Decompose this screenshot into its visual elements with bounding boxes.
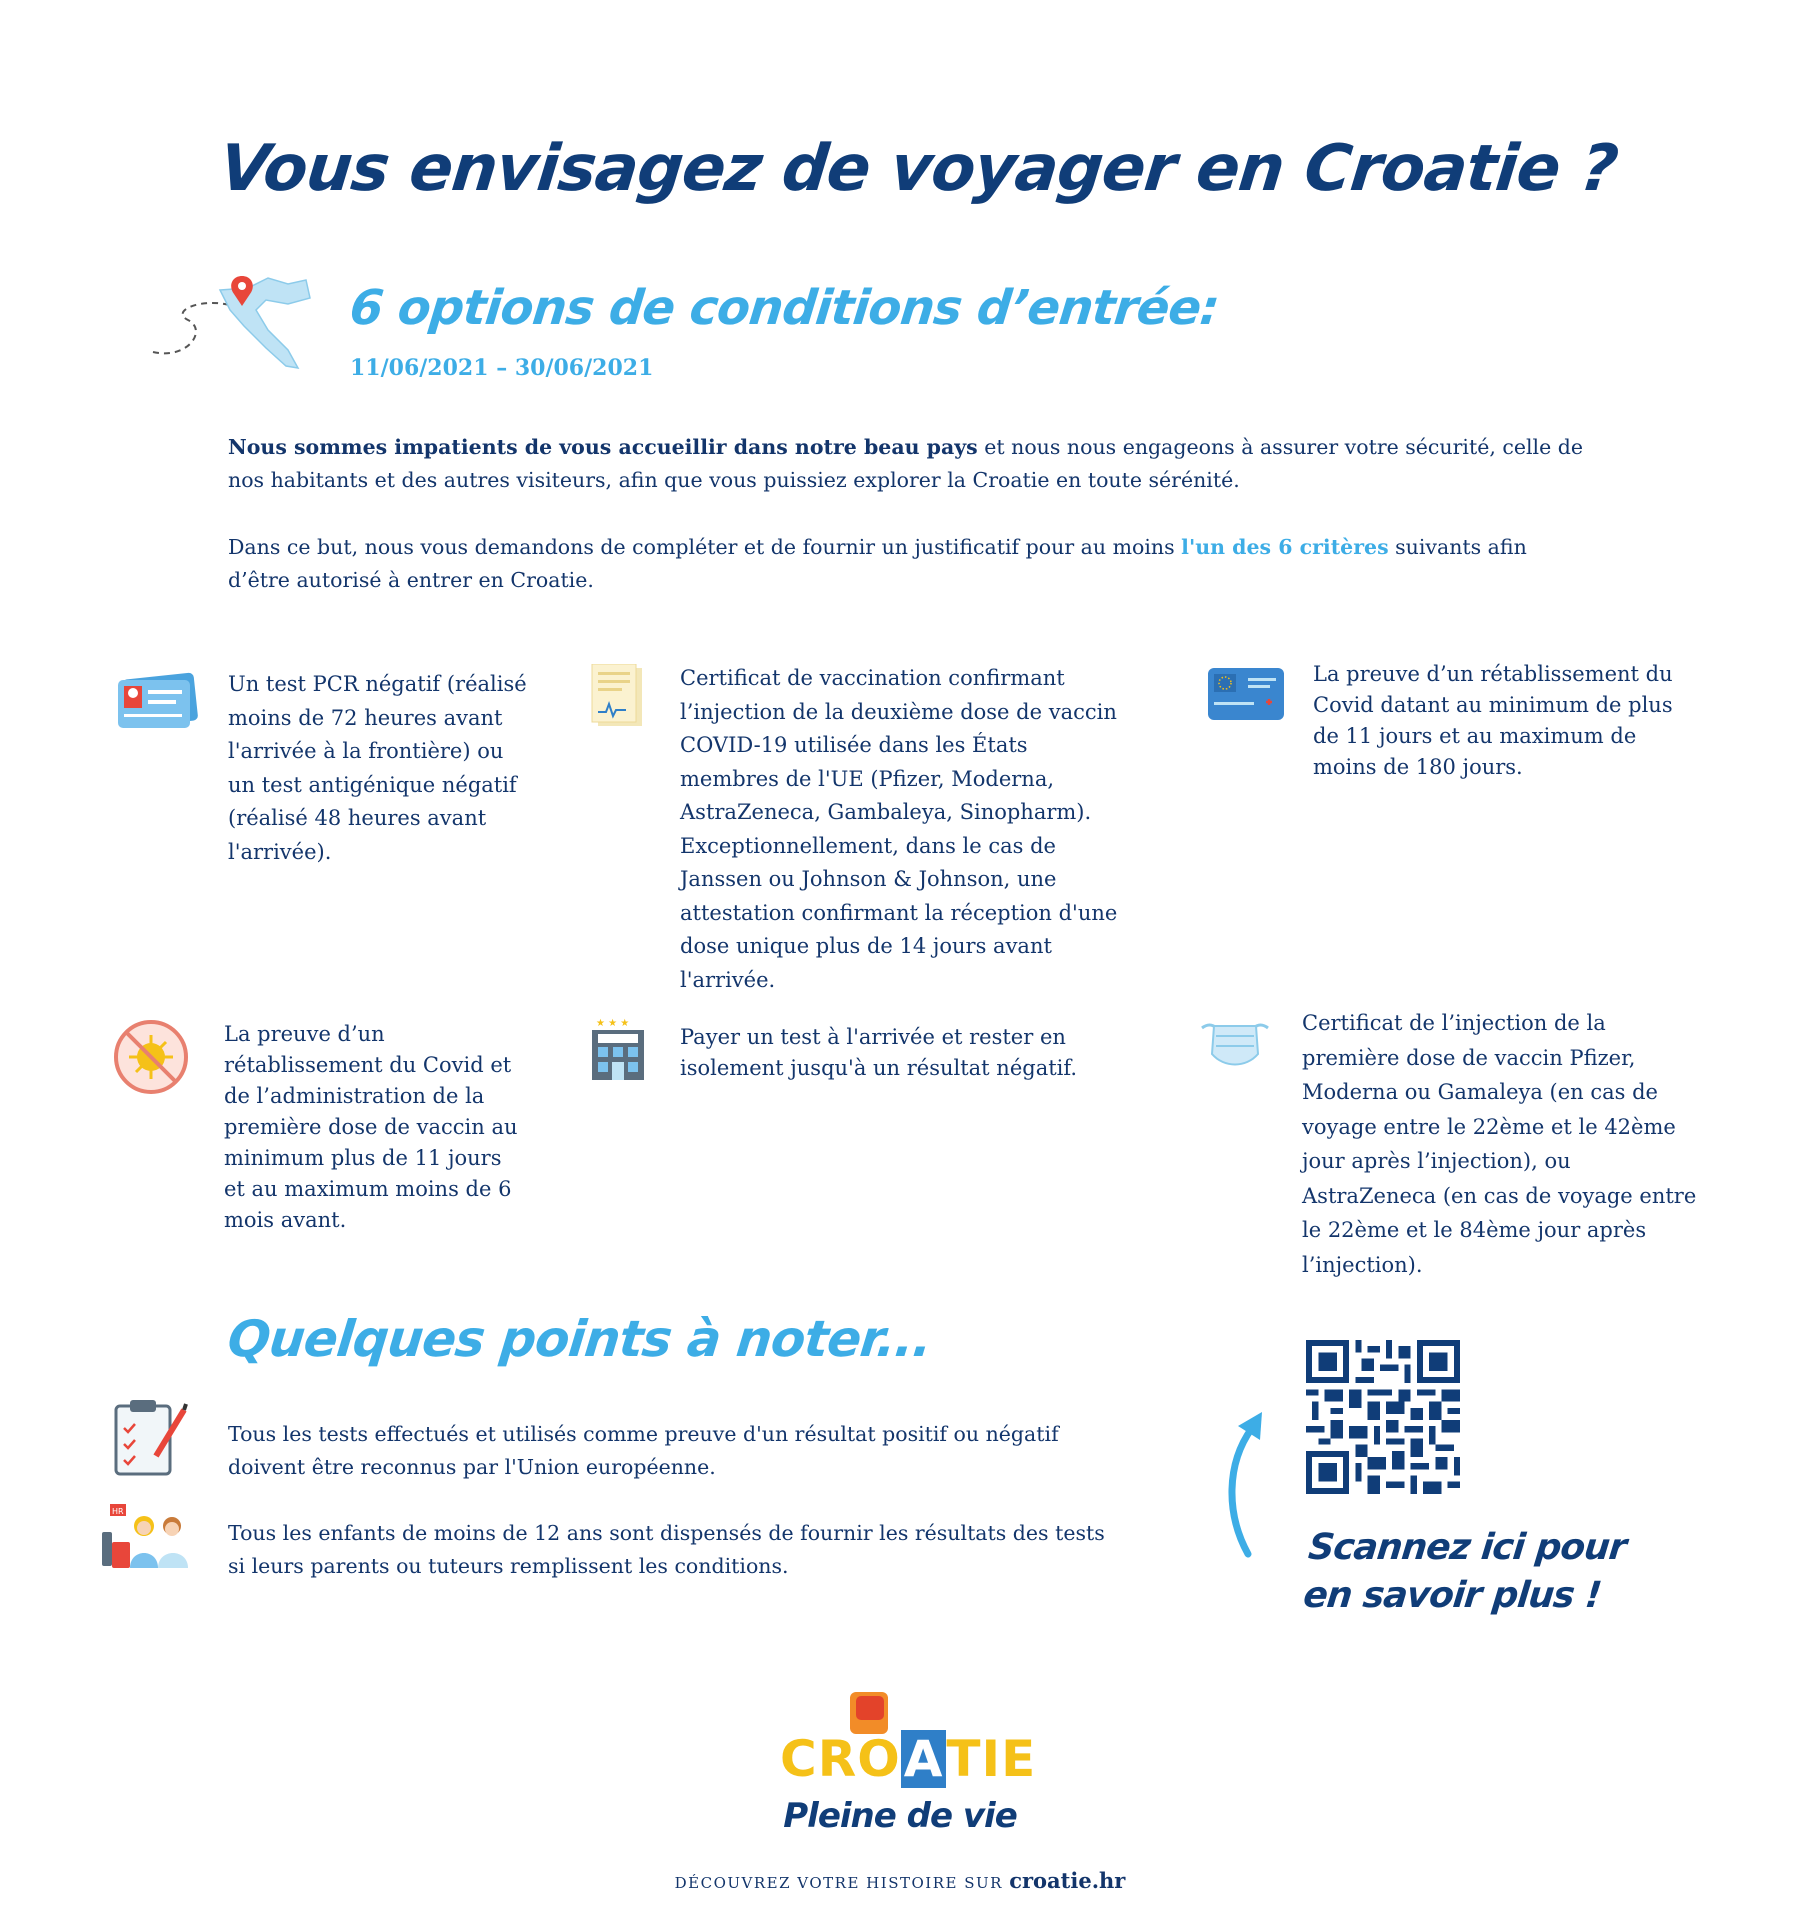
entry-conditions-heading: 6 options de conditions d’entrée: — [347, 280, 1222, 336]
family-travel-icon — [102, 1502, 196, 1570]
footer — [0, 1868, 1800, 1893]
qr-caption-line-1: Scannez ici pour — [1306, 1527, 1628, 1568]
certificate-document-icon — [590, 664, 646, 730]
footer-website-link[interactable]: croatie.hr — [1009, 1868, 1126, 1893]
notes-heading: Quelques points à noter... — [224, 1310, 935, 1368]
croatia-map-icon — [148, 270, 318, 380]
criterion-3-text: La preuve d’un rétablissement du Covid datant au minimum de plus de 11 jours et au maximum de moins de 180 jours. — [1313, 662, 1673, 779]
no-virus-icon — [112, 1018, 190, 1096]
intro-bold-text: Nous sommes impatients de vous accueillir dans notre beau pays — [228, 435, 978, 459]
svg-text:HR: HR — [112, 1507, 124, 1516]
hotel-icon — [590, 1016, 646, 1082]
criterion-2-text: Certificat de vaccination confirmant l’injection de la deuxième dose de vaccin COVID-19 utilisée dans les États membres de l'UE (Pfizer, Moderna, AstraZeneca, Gambaleya, Sinopharm). Exceptionnellement, dans le cas de Janssen ou Johnson & Johnson, une attestation confirmant la réception d'une dose unique plus de 14 jours avant l'arrivée. — [680, 666, 1118, 992]
validity-dates: 11/06/2021 – 30/06/2021 — [350, 355, 654, 381]
intro-paragraph-1 — [228, 431, 1588, 497]
criterion-4-text: La preuve d’un rétablissement du Covid et de l’administration de la première dose de vaccin au minimum plus de 11 jours et au maximum moins de 6 mois avant. — [224, 1022, 518, 1232]
intro-paragraph-2 — [228, 531, 1588, 597]
intro2-text-start: Dans ce but, nous vous demandons de compléter et de fournir un justificatif pour au moins — [228, 535, 1182, 559]
face-mask-icon — [1198, 1014, 1272, 1072]
eu-health-card-icon — [1208, 668, 1284, 720]
logo-wordmark: CROATIE — [780, 1730, 1037, 1788]
criteria-highlight: l'un des 6 critères — [1181, 535, 1389, 559]
intro-text: et nous nous engageons à assurer votre sécurité, celle de nos habitants et des autres visiteurs, afin que vous puissiez explorer la Croatie en toute sérénité. — [228, 435, 1584, 492]
note-2-text: Tous les enfants de moins de 12 ans sont dispensés de fournir les résultats des tests si leurs parents ou tuteurs remplissent les conditions. — [228, 1521, 1105, 1578]
criterion-6-text: Certificat de l’injection de la première dose de vaccin Pfizer, Moderna ou Gamaleya (en cas de voyage entre le 22ème et le 42ème jour après l’injection), ou AstraZeneca (en cas de voyage entre le 22ème et le 84ème jour après l’injection). — [1302, 1011, 1697, 1277]
page-title: Vous envisagez de voyager en Croatie ? — [216, 132, 1621, 206]
criterion-1-text: Un test PCR négatif (réalisé moins de 72 heures avant l'arrivée à la frontière) ou un test antigénique négatif (réalisé 48 heures avant l'arrivée). — [228, 672, 527, 864]
qr-caption — [1301, 1524, 1628, 1620]
logo-tagline: Pleine de vie — [783, 1796, 1017, 1836]
curved-arrow-icon — [1216, 1404, 1276, 1558]
id-card-icon — [116, 670, 198, 730]
qr-code[interactable] — [1306, 1340, 1460, 1494]
criterion-5-text: Payer un test à l'arrivée et rester en isolement jusqu'à un résultat négatif. — [680, 1025, 1078, 1080]
clipboard-checklist-icon — [112, 1400, 188, 1476]
note-1-text: Tous les tests effectués et utilisés comme preuve d'un résultat positif ou négatif doivent être reconnus par l'Union européenne. — [228, 1422, 1059, 1479]
footer-text: DÉCOUVREZ VOTRE HISTOIRE SUR — [674, 1874, 1010, 1892]
svg-text:★ ★ ★: ★ ★ ★ — [596, 1018, 630, 1029]
qr-caption-line-2: en savoir plus ! — [1301, 1575, 1603, 1616]
intro2-text-end: suivants afin d’être autorisé à entrer en Croatie. — [228, 535, 1527, 592]
